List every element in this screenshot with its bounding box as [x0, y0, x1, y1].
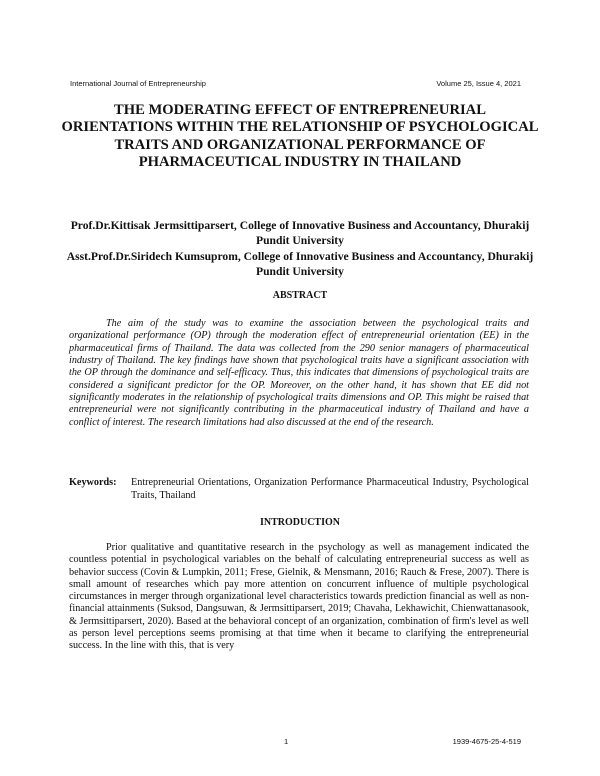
volume-issue: Volume 25, Issue 4, 2021	[436, 79, 521, 88]
page-number: 1	[284, 737, 289, 746]
journal-name: International Journal of Entrepreneurship	[70, 79, 206, 88]
keywords-block	[69, 477, 529, 502]
abstract-text: The aim of the study was to examine the association between the psychological traits and organizational performance (OP) through the moderation effect of entrepreneurial orientation (EE) in the pharmaceutical firms of Thailand. The data was collected from the 290 senior managers of pharmaceutical industry of Thailand. The key findings have shown that psychological traits have a significant association with the OP through the dominance and self-efficacy. Thus, this indicates that dimensions of psychological traits are considered a significant predictor for the OP. Moreover, on the other hand, it has shown that EE did not significantly moderates in the relationship of psychological traits dimensions and OP. This might be raised that entrepreneurial were not significantly contributing in the pharmaceutical industry of Thailand and have a conflict of interest. The research limitations had also discussed at the end of the research.	[69, 318, 529, 428]
author-list	[60, 218, 540, 280]
author-1: Prof.Dr.Kittisak Jermsittiparsert, College of Innovative Business and Accountancy, Dhurakij Pundit University	[70, 219, 530, 248]
introduction-heading: INTRODUCTION	[259, 517, 340, 528]
author-2: Asst.Prof.Dr.Siridech Kumsuprom, College of Innovative Business and Accountancy, Dhurakij Pundit University	[66, 249, 534, 279]
keywords-label: Keywords:	[69, 477, 117, 488]
abstract-heading: ABSTRACT	[272, 290, 328, 301]
paper-title: THE MODERATING EFFECT OF ENTREPRENEURIAL ORIENTATIONS WITHIN THE RELATIONSHIP OF PSYCHOLOGICAL TRAITS AND ORGANIZATIONAL PERFORMANCE OF PHARMACEUTICAL INDUSTRY IN THAILAND	[61, 102, 539, 170]
introduction-text: Prior qualitative and quantitative research in the psychology as well as management indicated the countless potential in psychological variables on the behalf of calculating entrepreneurial success as well as behavior success (Covin & Lumpkin, 2011; Frese, Gielnik, & Mensmann, 2016; Rauch & Frese, 2007). There is small amount of researches which pay more attention on concurrent influence of multiple psychological circumstances in merger through organizational level characteristics towards prediction financial as well as non-financial attainments (Suksod, Dangsuwan, & Jermsittiparsert, 2019; Chavaha, Lekhawichit, Chienwattanasook, & Jermsittiparsert, 2020). Based at the behavioral concept of an organization, combination of firm's level as well as person level perceptions seems promising at that time when it became to clarifying the entrepreneurial success. In the line with this, that is very	[69, 542, 529, 652]
article-code: 1939-4675-25-4-519	[452, 737, 521, 746]
keywords-text: Entrepreneurial Orientations, Organization Performance Pharmaceutical Industry, Psychological Traits, Thailand	[131, 477, 529, 501]
